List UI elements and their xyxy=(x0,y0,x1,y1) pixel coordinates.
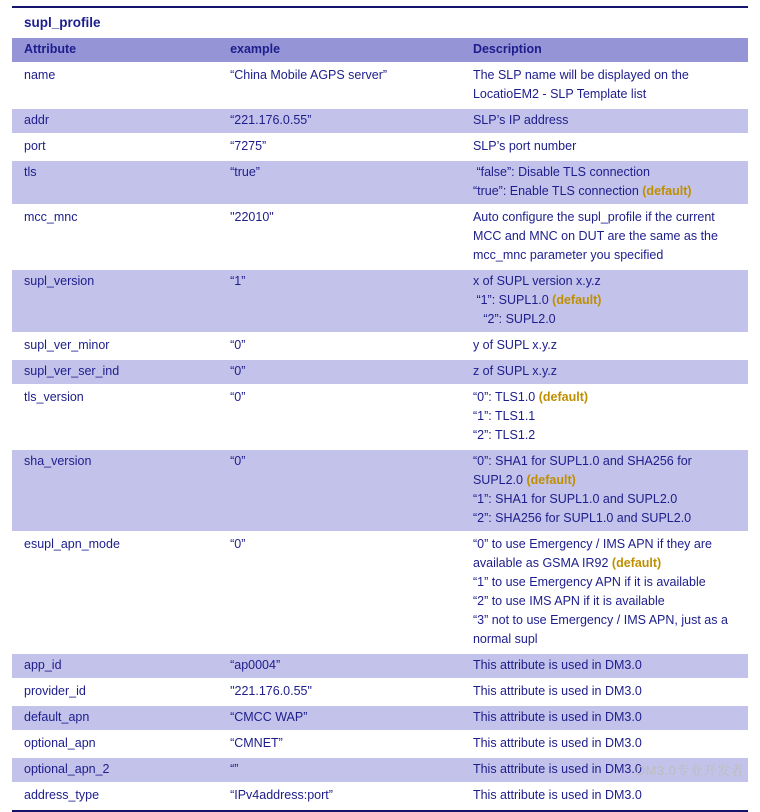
attribute-table xyxy=(12,38,748,810)
table-row xyxy=(12,108,748,134)
description-text: This attribute is used in DM3.0 xyxy=(472,788,642,802)
description-text: z of SUPL x.y.z xyxy=(472,364,558,378)
description-line xyxy=(473,490,740,509)
description-text: This attribute is used in DM3.0 xyxy=(472,684,642,698)
description-text: “0”: TLS1.0 xyxy=(472,390,539,404)
table-row xyxy=(12,757,748,783)
description-text: This attribute is used in DM3.0 xyxy=(472,710,642,724)
example-cell: “221.176.0.55” xyxy=(218,108,461,134)
description-text: y of SUPL x.y.z xyxy=(472,338,558,352)
description-text: Auto configure the supl_profile if the current MCC and MNC on DUT are the same as the mcc_mnc parameter you specified xyxy=(472,210,722,262)
description-line xyxy=(473,407,740,426)
attribute-cell: optional_apn xyxy=(12,731,218,757)
description-text: “2”: TLS1.2 xyxy=(472,428,536,442)
example-cell: “true” xyxy=(218,160,461,205)
example-cell: “1” xyxy=(218,269,461,333)
attribute-cell: esupl_apn_mode xyxy=(12,532,218,653)
description-cell xyxy=(461,385,748,449)
description-cell xyxy=(461,653,748,679)
example-cell: “CMCC WAP” xyxy=(218,705,461,731)
description-cell xyxy=(461,705,748,731)
description-cell xyxy=(461,449,748,532)
description-cell xyxy=(461,108,748,134)
example-cell: “China Mobile AGPS server” xyxy=(218,63,461,108)
default-tag: (default) xyxy=(538,390,589,404)
description-cell xyxy=(461,757,748,783)
table-row xyxy=(12,205,748,269)
description-line xyxy=(473,452,740,490)
attribute-cell: address_type xyxy=(12,783,218,809)
description-cell xyxy=(461,359,748,385)
description-text: “2”: SUPL2.0 xyxy=(472,312,556,326)
description-cell xyxy=(461,134,748,160)
table-row xyxy=(12,359,748,385)
description-line xyxy=(473,682,740,701)
description-line xyxy=(473,163,740,182)
description-cell xyxy=(461,269,748,333)
description-line xyxy=(473,656,740,675)
description-line xyxy=(473,388,740,407)
description-line xyxy=(473,291,740,310)
attribute-cell: mcc_mnc xyxy=(12,205,218,269)
attribute-cell: supl_ver_minor xyxy=(12,333,218,359)
description-cell xyxy=(461,731,748,757)
example-cell: "22010" xyxy=(218,205,461,269)
default-tag: (default) xyxy=(552,293,602,307)
description-line xyxy=(473,573,740,592)
table-header-row xyxy=(12,38,748,63)
attribute-cell: addr xyxy=(12,108,218,134)
description-text: The SLP name will be displayed on the LocatioEM2 - SLP Template list xyxy=(472,68,693,101)
default-tag: (default) xyxy=(611,556,662,570)
attribute-cell: supl_version xyxy=(12,269,218,333)
table-row xyxy=(12,679,748,705)
attribute-cell: default_apn xyxy=(12,705,218,731)
description-cell xyxy=(461,679,748,705)
attribute-cell: sha_version xyxy=(12,449,218,532)
example-cell: “0” xyxy=(218,385,461,449)
description-text: “2”: SHA256 for SUPL1.0 and SUPL2.0 xyxy=(472,511,692,525)
default-tag: (default) xyxy=(642,184,692,198)
description-text: SLP’s IP address xyxy=(472,113,569,127)
example-cell: “ap0004” xyxy=(218,653,461,679)
table-row xyxy=(12,134,748,160)
example-cell: “IPv4address:port” xyxy=(218,783,461,809)
example-cell: “7275” xyxy=(218,134,461,160)
description-line xyxy=(473,734,740,753)
description-line xyxy=(473,362,740,381)
table-row xyxy=(12,532,748,653)
table-row xyxy=(12,63,748,108)
attribute-cell: app_id xyxy=(12,653,218,679)
default-tag: (default) xyxy=(526,473,576,487)
table-row xyxy=(12,269,748,333)
attribute-cell: supl_ver_ser_ind xyxy=(12,359,218,385)
example-cell: “CMNET” xyxy=(218,731,461,757)
description-text: x of SUPL version x.y.z xyxy=(472,274,601,288)
table-row xyxy=(12,385,748,449)
attribute-cell: provider_id xyxy=(12,679,218,705)
description-cell xyxy=(461,160,748,205)
description-line xyxy=(473,182,740,201)
description-text: “1” to use Emergency APN if it is available xyxy=(472,575,706,589)
description-text: “0”: SHA1 for SUPL1.0 and SHA256 for SUPL2.0 xyxy=(472,454,696,487)
description-text: This attribute is used in DM3.0 xyxy=(472,658,642,672)
attribute-cell: tls xyxy=(12,160,218,205)
description-text: “0” to use Emergency / IMS APN if they are available as GSMA IR92 xyxy=(472,537,716,570)
description-line xyxy=(473,535,740,573)
example-cell: “0” xyxy=(218,449,461,532)
example-cell: "221.176.0.55" xyxy=(218,679,461,705)
description-text: “3” not to use Emergency / IMS APN, just as a normal supl xyxy=(472,613,732,646)
watermark: DM3.0专业开发者 xyxy=(635,763,744,778)
description-text: “false”: Disable TLS connection xyxy=(472,165,650,179)
column-header-example: example xyxy=(218,38,461,63)
description-line xyxy=(473,111,740,130)
description-text: SLP’s port number xyxy=(472,139,577,153)
description-line xyxy=(473,310,740,329)
column-header-description: Description xyxy=(461,38,748,63)
table-row xyxy=(12,783,748,809)
attribute-cell: optional_apn_2 xyxy=(12,757,218,783)
description-line xyxy=(473,509,740,528)
example-cell: “0” xyxy=(218,359,461,385)
description-text: “2” to use IMS APN if it is available xyxy=(472,594,665,608)
description-cell xyxy=(461,63,748,108)
description-line xyxy=(473,592,740,611)
description-cell xyxy=(461,532,748,653)
description-text: “true”: Enable TLS connection xyxy=(472,184,643,198)
table-body xyxy=(12,63,748,809)
description-cell xyxy=(461,783,748,809)
description-text: “1”: SUPL1.0 xyxy=(472,293,553,307)
description-line xyxy=(473,760,740,779)
attribute-cell: name xyxy=(12,63,218,108)
description-cell xyxy=(461,333,748,359)
table-row xyxy=(12,333,748,359)
attribute-cell: tls_version xyxy=(12,385,218,449)
description-text: This attribute is used in DM3.0 xyxy=(472,736,642,750)
description-line xyxy=(473,611,740,649)
attribute-table-container xyxy=(12,6,748,812)
description-text: “1”: TLS1.1 xyxy=(472,409,536,423)
description-text: This attribute is used in DM3.0 xyxy=(472,762,642,776)
example-cell: “0” xyxy=(218,333,461,359)
attribute-cell: port xyxy=(12,134,218,160)
example-cell: “0” xyxy=(218,532,461,653)
description-line xyxy=(473,708,740,727)
table-row xyxy=(12,653,748,679)
description-cell xyxy=(461,205,748,269)
description-line xyxy=(473,336,740,355)
description-line xyxy=(473,426,740,445)
description-line xyxy=(473,137,740,156)
description-line xyxy=(473,66,740,104)
example-cell: “” xyxy=(218,757,461,783)
table-row xyxy=(12,449,748,532)
table-row xyxy=(12,160,748,205)
description-line xyxy=(473,786,740,805)
description-line xyxy=(473,208,740,265)
description-line xyxy=(473,272,740,291)
description-text: “1”: SHA1 for SUPL1.0 and SUPL2.0 xyxy=(472,492,678,506)
table-row xyxy=(12,705,748,731)
column-header-attribute: Attribute xyxy=(12,38,218,63)
table-row xyxy=(12,731,748,757)
table-title: supl_profile xyxy=(12,8,748,38)
